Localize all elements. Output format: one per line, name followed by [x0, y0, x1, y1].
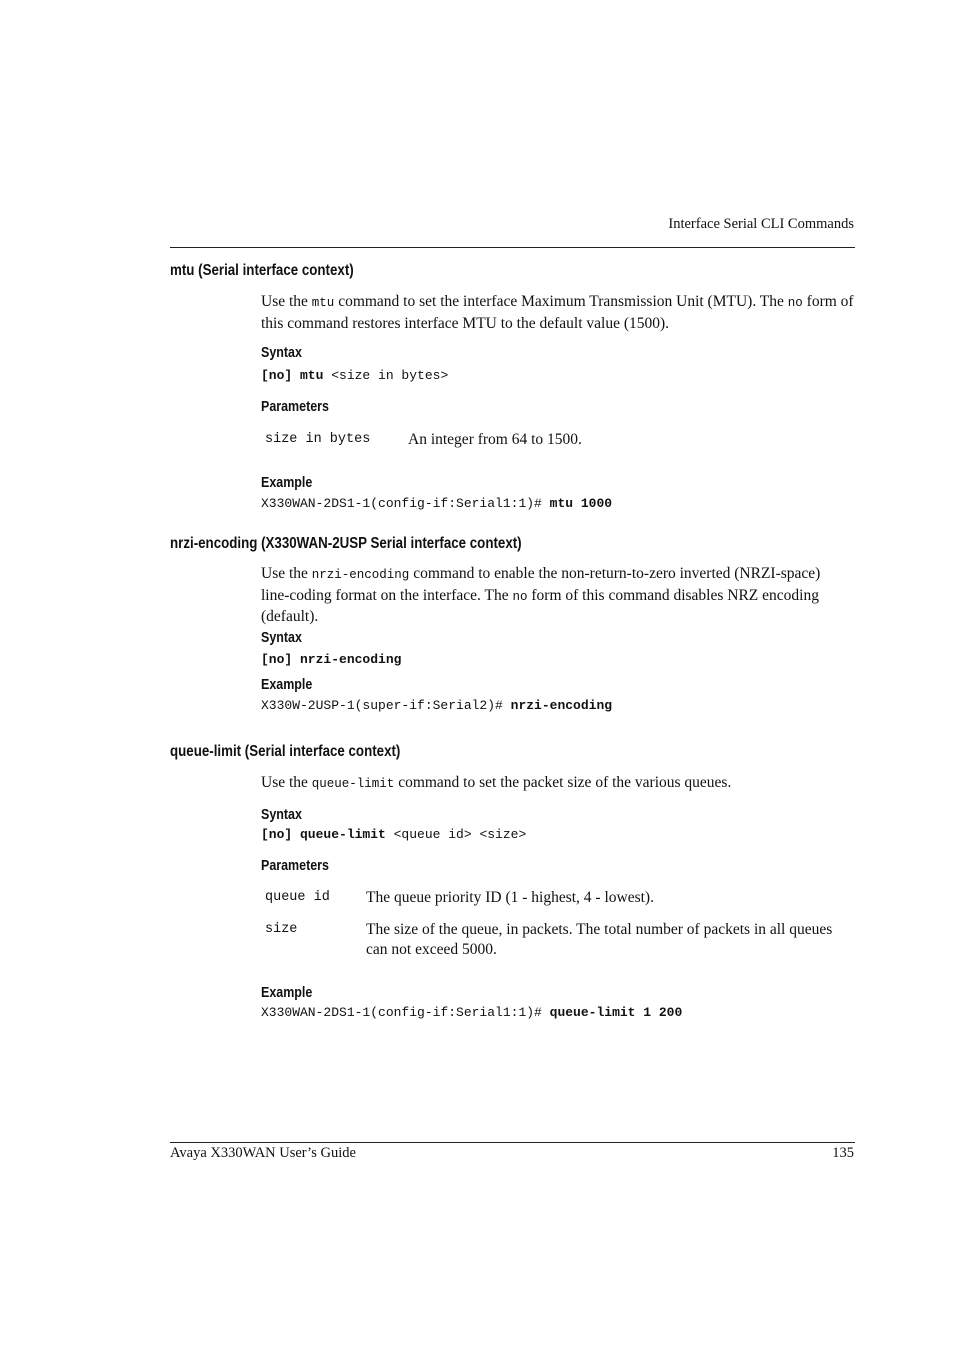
param-name: queue id — [265, 890, 330, 905]
desc-text: form of this command restores interface MTU to the default value (1500). — [261, 293, 854, 332]
desc-text: command to set the interface Maximum Transmission Unit (MTU). The — [334, 293, 788, 310]
mtu-example-line — [261, 496, 612, 512]
cli-command: queue-limit 1 200 — [549, 1005, 683, 1020]
cli-command: mtu 1000 — [549, 496, 613, 511]
mtu-parameters-heading: Parameters — [261, 399, 329, 415]
desc-text: command to set the packet size of the various queues. — [394, 774, 732, 791]
mtu-description — [261, 292, 855, 333]
cli-prompt: X330WAN-2DS1-1(config-if:Serial1:1)# — [261, 1005, 550, 1020]
queue-description — [261, 773, 855, 795]
header-rule — [170, 247, 855, 248]
footer-doc-title: Avaya X330WAN User’s Guide — [170, 1145, 356, 1161]
footer-page-number: 135 — [832, 1145, 854, 1161]
nrzi-syntax-line: [no] nrzi-encoding — [261, 652, 402, 667]
desc-text: Use the — [261, 774, 312, 791]
cli-prompt: X330WAN-2DS1-1(config-if:Serial1:1)# — [261, 496, 550, 511]
mtu-syntax-heading: Syntax — [261, 345, 302, 361]
queue-syntax-heading: Syntax — [261, 807, 302, 823]
queue-example-heading: Example — [261, 985, 313, 1001]
queue-parameters-heading: Parameters — [261, 858, 329, 874]
running-header: Interface Serial CLI Commands — [668, 216, 854, 232]
queue-syntax-line — [261, 827, 526, 843]
no-keyword: no — [512, 589, 528, 604]
param-name: size in bytes — [265, 432, 371, 447]
queue-example-line — [261, 1005, 682, 1021]
syntax-command: [no] mtu — [261, 368, 324, 383]
no-keyword: no — [787, 296, 803, 310]
syntax-command: [no] queue-limit — [261, 827, 386, 842]
desc-text: Use the — [261, 565, 312, 582]
param-description: The size of the queue, in packets. The total number of packets in all queues can not exceed 5000. — [366, 921, 833, 958]
desc-text: command to enable the non-return-to-zero inverted (NRZI-space) line-coding format on the interface. The — [261, 565, 821, 604]
nrzi-section-title: nrzi-encoding (X330WAN-2USP Serial interface context) — [170, 535, 522, 552]
mtu-section-title: mtu (Serial interface context) — [170, 262, 354, 279]
desc-text: form of this command disables NRZ encoding (default). — [261, 586, 819, 625]
syntax-arguments: <size in bytes> — [323, 368, 449, 383]
command-name: nrzi-encoding — [311, 568, 410, 582]
cli-prompt: X330W-2USP-1(super-if:Serial2)# — [261, 698, 511, 713]
syntax-arguments: <queue id> <size> — [385, 827, 527, 842]
mtu-example-heading: Example — [261, 475, 313, 491]
nrzi-syntax-heading: Syntax — [261, 630, 302, 646]
cli-command: nrzi-encoding — [510, 698, 613, 713]
footer-rule — [170, 1142, 855, 1143]
param-name: size — [265, 922, 298, 937]
nrzi-example-line — [261, 698, 612, 714]
nrzi-description — [261, 564, 841, 627]
queue-section-title: queue-limit (Serial interface context) — [170, 743, 401, 760]
mtu-syntax-line — [261, 368, 448, 384]
command-name: queue-limit — [311, 777, 395, 791]
nrzi-example-heading: Example — [261, 677, 313, 693]
param-description: An integer from 64 to 1500. — [408, 431, 582, 448]
command-name: mtu — [311, 296, 335, 310]
desc-text: Use the — [261, 293, 312, 310]
param-description: The queue priority ID (1 - highest, 4 - lowest). — [366, 889, 654, 906]
